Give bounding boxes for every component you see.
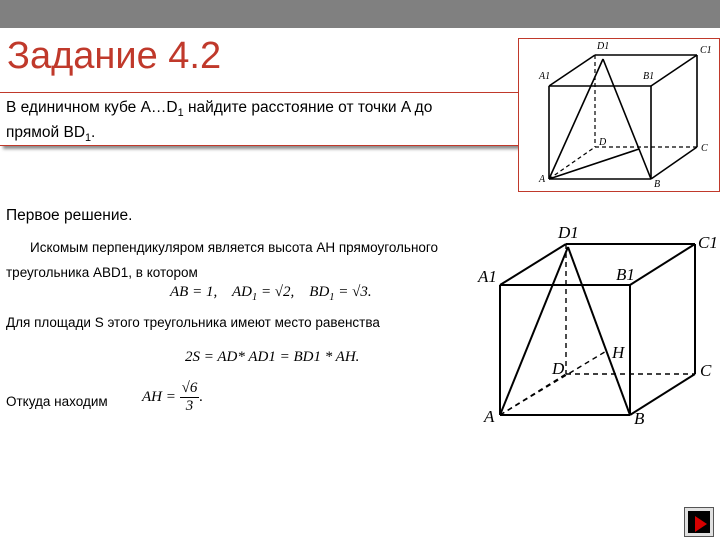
small-label-a1: A1 bbox=[539, 71, 551, 82]
next-slide-frame bbox=[688, 511, 710, 533]
formula-result-den: 3 bbox=[185, 398, 194, 414]
formula-result-num: √6 bbox=[181, 380, 198, 396]
formula-result bbox=[142, 380, 203, 415]
large-label-b: B bbox=[634, 409, 645, 428]
formula-result-fraction bbox=[180, 380, 200, 415]
formula-bd1-post: = √3. bbox=[334, 284, 372, 300]
large-label-d1: D1 bbox=[558, 223, 579, 242]
task-line1-sub: 1 bbox=[177, 107, 184, 120]
formula-ad1-pre: AD bbox=[231, 284, 252, 300]
solution-paragraph-3: Откуда находим bbox=[6, 394, 108, 409]
large-label-c1: C1 bbox=[698, 233, 718, 252]
para1-line2: треугольника ABD1, в котором bbox=[6, 265, 198, 280]
large-label-b1: B1 bbox=[616, 265, 635, 284]
slide-title: Задание 4.2 bbox=[7, 35, 222, 77]
task-line1-pre: В единичном кубе A…D bbox=[6, 99, 178, 116]
formula-result-tail: . bbox=[199, 388, 204, 405]
large-label-c: C bbox=[700, 361, 712, 380]
formula-bd1-pre: BD bbox=[309, 284, 330, 300]
large-label-a1: A1 bbox=[478, 267, 497, 286]
small-label-c: C bbox=[701, 143, 708, 154]
task-box bbox=[0, 92, 539, 146]
solution-title: Первое решение. bbox=[6, 207, 133, 224]
large-label-h: H bbox=[612, 343, 625, 362]
small-label-c1: C1 bbox=[700, 45, 712, 56]
cube-figure-small bbox=[518, 38, 720, 192]
formula-result-lhs: AH = bbox=[142, 388, 176, 405]
large-label-d: D bbox=[552, 359, 565, 378]
formula-ab: AB = 1, bbox=[170, 284, 218, 300]
next-slide-button[interactable] bbox=[684, 507, 714, 537]
cube-figure-large bbox=[470, 222, 718, 432]
play-next-icon bbox=[695, 516, 707, 532]
formula-lengths: AB = 1, $AD_1 = √2$, $BD_1 = √3$. bbox=[170, 284, 372, 303]
task-line2-pre: прямой BD bbox=[6, 124, 86, 142]
solution-paragraph-2: Для площади S этого треугольника имеют место равенства bbox=[6, 315, 380, 330]
solution-paragraph-1 bbox=[6, 235, 516, 285]
formula-ad1-post: = √2, bbox=[257, 284, 295, 300]
small-label-d1: D1 bbox=[597, 41, 610, 52]
cube-small-svg bbox=[519, 39, 719, 191]
formula-area: 2S = AD* AD1 = BD1 * AH. bbox=[185, 349, 360, 365]
task-line2-post: . bbox=[91, 124, 96, 142]
task-line1-post: найдите расстояние от точки A до bbox=[183, 99, 433, 116]
top-bar bbox=[0, 0, 720, 28]
para1-line1: Искомым перпендикуляром является высота AH прямоугольного bbox=[30, 240, 439, 255]
small-label-b1: B1 bbox=[643, 71, 655, 82]
task-line2-sub: 1 bbox=[85, 132, 92, 145]
small-label-a: A bbox=[539, 174, 546, 185]
task-text bbox=[6, 98, 531, 148]
small-label-b: B bbox=[654, 179, 661, 190]
cube-large-svg bbox=[470, 222, 718, 432]
large-label-a: A bbox=[484, 407, 495, 426]
small-label-d: D bbox=[599, 137, 607, 148]
